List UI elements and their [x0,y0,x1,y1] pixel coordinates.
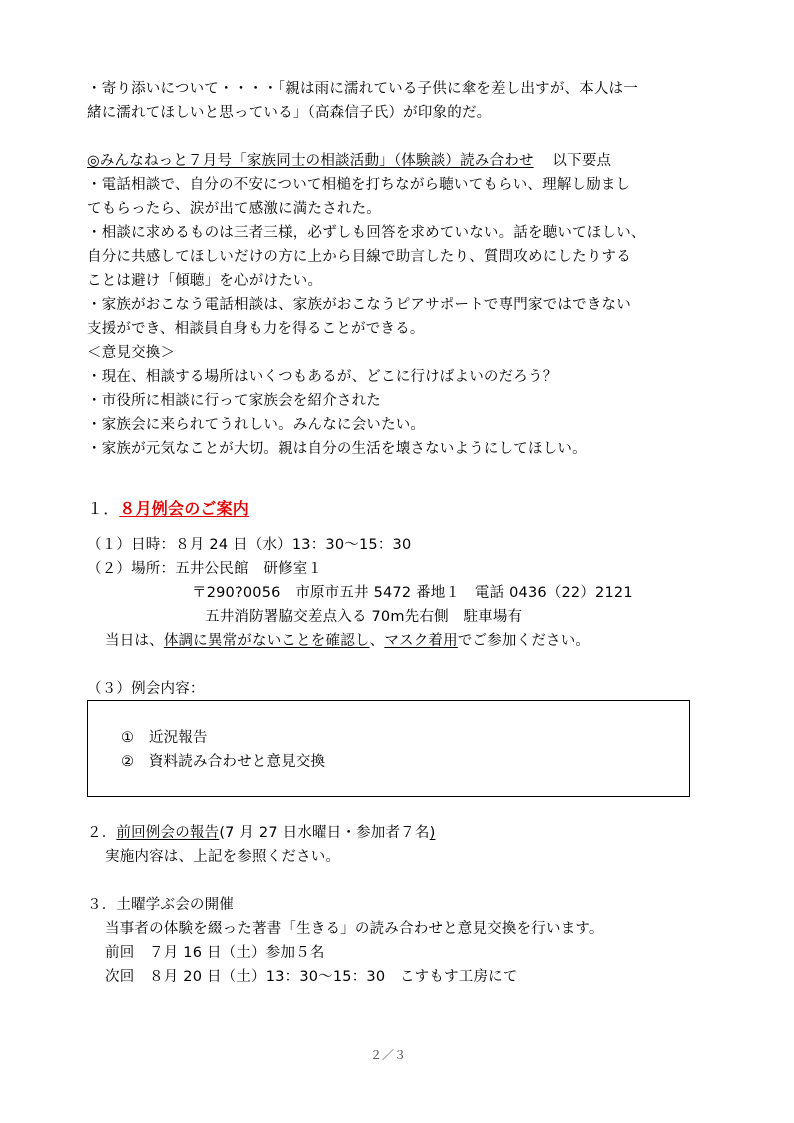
section-2-body: 実施内容は、上記を参照ください。 [105,849,341,865]
opinion-item: ・家族が元気なことが大切。親は自分の生活を壊さないようにしてほしい。 [87,441,587,457]
section-1-number: １． [87,499,120,518]
content-item: ② 資料読み合わせと意見交換 [121,754,326,770]
meeting-directions: 五井消防署脇交差点入る 70m先右側 駐車場有 [205,609,523,625]
meeting-notice [105,630,590,652]
section-2-detail-close: ) [429,825,436,841]
opinion-item: ・家族会に来られてうれしい。みんなに会いたい。 [87,417,426,433]
reading-point-3b: 支援ができ、相談員自身も力を得ることができる。 [87,321,425,337]
reading-point-3a: ・家族がおこなう電話相談は、家族がおこなうピアサポートで専門家ではできない [87,297,631,313]
section-2-title: 前回例会の報告 [116,825,220,841]
section-2-detail: (7 月 27 日水曜日・参加者７名 [219,825,430,841]
reading-point-1a: ・電話相談で、自分の不安について相槌を打ちながら聴いてもらい、理解し励まし [87,177,631,193]
reading-point-2a: ・相談に求めるものは三者三様，必ずしも回答を求めていない。話を聴いてほしい、 [87,225,646,241]
page-number: ２／３ [370,1048,407,1062]
section-3-next: 次回 ８月 20 日（土）13：30～15：30 こすもす工房にて [105,969,518,985]
section-2-heading [87,822,435,844]
meeting-date: （１）日時：８月 24 日（水）13：30～15：30 [87,537,412,553]
opinion-item: ・現在、相談する場所はいくつもあるが、どこに行けばよいのだろう？ [87,369,558,385]
reading-point-1b: てもらったら、涙が出て感激に満たされた。 [87,201,381,217]
intro-line-1: ・寄り添いについて・・・・「親は雨に濡れている子供に傘を差し出すが、本人は一 [87,81,639,97]
meeting-content-label: （３）例会内容： [87,681,205,697]
reading-heading-suffix: 以下要点 [552,153,612,169]
reading-heading-title: ◎みんなねっと７月号「家族同士の相談活動」（体験談）読み合わせ [87,153,534,169]
meeting-place: （２）場所：五井公民館 研修室１ [87,561,323,577]
section-3-heading: ３．土曜学ぶ会の開催 [87,897,234,913]
section-2-number: ２． [87,825,117,841]
intro-line-2: 緒に濡れてほしいと思っている」（高森信子氏）が印象的だ。 [87,105,492,121]
opinions-heading: ＜意見交換＞ [87,345,176,361]
notice-separator: 、 [369,633,385,649]
section-3-body: 当事者の体験を綴った著書「生きる」の読み合わせと意見交換を行います。 [105,921,604,937]
section-1-title: ８月例会のご案内 [119,499,250,518]
reading-point-2c: ことは避け「傾聴」を心がけたい。 [87,273,323,289]
content-item: ① 近況報告 [121,730,208,746]
notice-prefix: 当日は、 [105,633,164,649]
notice-mask: マスク着用 [384,633,458,649]
notice-health-check: 体調に異常がないことを確認し [163,633,370,649]
meeting-content-box [87,700,690,797]
section-3-previous: 前回 ７月 16 日（土）参加５名 [105,945,325,961]
meeting-address: 〒290?0056 市原市五井 5472 番地１ 電話 0436（22）2121 [192,585,633,601]
opinion-item: ・市役所に相談に行って家族会を紹介された [87,393,381,409]
section-1-heading [87,498,249,520]
reading-point-2b: 自分に共感してほしいだけの方に上から目線で助言したり、質問攻めにしたりする [87,249,631,265]
notice-suffix: でご参加ください。 [457,633,591,649]
reading-heading [87,150,611,172]
